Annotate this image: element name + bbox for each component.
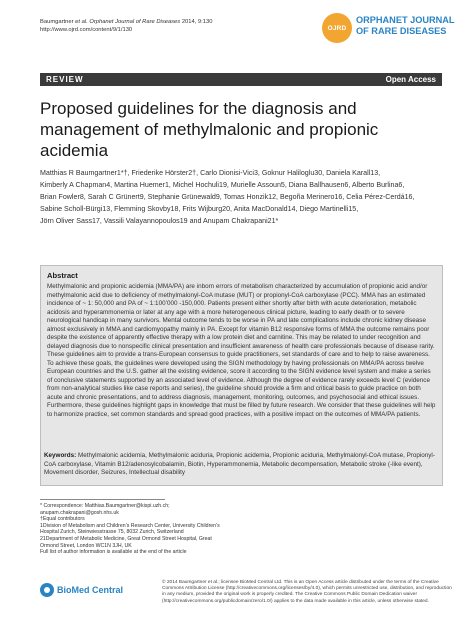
open-access-label: Open Access [385, 75, 436, 84]
article-type-label: REVIEW [46, 75, 84, 84]
citation-header [40, 19, 212, 34]
citation-authors: Baumgartner [40, 19, 74, 25]
biomed-central-icon [40, 583, 54, 597]
license-text: © 2014 Baumgartner et al.; licensee BioMed Central Ltd. This is an Open Access article distributed under the terms of the Creative Commons Attribution License (http://creativecommons.org/licenses/by/4.0), which permits unrestricted use, distribution, and reproduction in any medium, provided the original work is properly credited. The Creative Commons Public Domain Dedication waiver (http://creativecommons.org/publicdomain/zero/1.0/) applies to the data made available in this article, unless otherwise stated. [162, 580, 452, 604]
footnote-line[interactable]: * Correspondence: Matthias.Baumgartner@kispi.uzh.ch; [40, 503, 170, 509]
footnote-line: 1Division of Metabolism and Children’s Research Center, University Children’s [40, 522, 220, 529]
journal-name-line-1: ORPHANET JOURNAL [356, 15, 455, 25]
journal-name-line-2: OF RARE DISEASES [356, 25, 447, 36]
author-list [40, 167, 454, 227]
abstract-paragraph: Methylmalonic and propionic acidemia (MMA/PA) are inborn errors of metabolism characterized by accumulation of propionic acid and/or methylmalonic acid due to deficiency of methylmalonyl-CoA mutase (MUT) or propionyl-CoA carboxylase (PCC). MMA has an estimated incidence of ~ 1: 50,000 and PA of ~ 1:100’000 -150,000. Patients present either shortly after birth with acute deterioration, metabolic acidosis and hyperammonemia or later at any age with a more heterogeneous clinical picture, leading to early death or to severe neurological handicap in many survivors. Mental outcome tends to be worse in PA and late complications include chronic kidney disease almost exclusively in MMA and cardiomyopathy mainly in PA. Except for vitamin B12 responsive forms of MMA the outcome remains poor despite the existence of apparently effective therapy with a low protein diet and carnitine. This may be related to under recognition and delayed diagnosis due to nonspecific clinical presentation and insufficient awareness of health care professionals because of disease rarity. [47, 283, 435, 350]
biomed-central-wordmark: BioMed Central [57, 585, 124, 595]
ojrd-logo-icon [322, 13, 352, 43]
abstract-heading: Abstract [47, 271, 78, 280]
author-line: Kimberly A Chapman4, Martina Huemer1, Michel Hochuli19, Murielle Assoun5, Diana Ballhausen6, Alberto Burlina6, [40, 181, 405, 189]
keywords-label: Keywords: [44, 452, 77, 459]
footnotes [40, 503, 240, 556]
footnote-line: 21Department of Metabolic Medicine, Great Ormond Street Hospital, Great [40, 535, 212, 542]
journal-logo [322, 13, 455, 43]
footnote-line: Hospital Zurich, Steinwiesstrasse 75, 8032 Zurich, Switzerland [40, 529, 184, 536]
abstract-paragraph: These guidelines aim to provide a trans-European consensus to guide practitioners, set standards of care and to help to raise awareness. To achieve these goals, the guidelines were developed using the SIGN methodology by having professionals on MMA/PA across twelve European countries and the U.S. gather all the existing evidence, score it according to the SIGN evidence level system and make a series of conclusive statements supported by an associated level of evidence. Although the degree of evidence rarely exceeds level C (evidence from non-analytical studies like case reports and series), the guideline should provide a firm and critical basis to guide practice on both acute and chronic presentations, and to address diagnosis, management, monitoring, outcomes, and psychosocial and ethical issues. Furthermore, these guidelines highlight gaps in knowledge that must be filled by future research. We consider that these guidelines will help to harmonize practice, set common standards and spread good practices, with a positive impact on the outcomes of MMA/PA patients. [47, 351, 436, 418]
author-line: Jörn Oliver Sass17, Vassili Valayannopoulos19 and Anupam Chakrapani21* [40, 217, 279, 225]
ojrd-logo-mark: OJRD [327, 24, 347, 32]
article-title: Proposed guidelines for the diagnosis and management of methylmalonic and propionic acidemia [40, 99, 379, 160]
article-type-banner [40, 73, 442, 86]
citation-url[interactable]: http://www.ojrd.com/content/9/1/130 [40, 26, 133, 33]
author-line: Sabine Scholl-Bürgi13, Flemming Skovby18, Frits Wijburg20, Anita MacDonald14, Diego Martinelli15, [40, 205, 359, 213]
footnote-line: Full list of author information is available at the end of the article [40, 549, 187, 556]
author-line: Brian Fowler8, Sarah C Grünert9, Stephanie Grünewald9, Tomas Honzik12, Begoña Merinero16, Celia Pérez-Cerdá16, [40, 193, 415, 201]
author-line: Matthias R Baumgartner1*†, Friederike Hörster2†, Carlo Dionisi-Vici3, Goknur Haliloglu30, Daniela Karall13, [40, 169, 381, 177]
footnote-line[interactable]: anupam.chakrapani@gosh.nhs.uk [40, 509, 119, 516]
keywords-text: Methylmalonic acidemia, Methylmalonic aciduria, Propionic acidemia, Propionic aciduria, Methylmalonyl-CoA mutase, Propionyl-CoA carboxylase, Vitamin B12/adenosylcobalamin, Biotin, Hyperammonemia, Metabolic decompensation, Metabolic stroke (-like event), Movement disorder, Seizures, Intellectual disability [44, 452, 435, 476]
citation-year: 2014, 9:130 [181, 19, 213, 25]
biomed-central-logo [40, 582, 135, 598]
footnote-line: †Equal contributors [40, 516, 85, 523]
citation-journal: et al. Orphanet Journal of Rare Diseases [75, 19, 181, 25]
footnote-line: Ormond Street, London WC1N 3JH, UK [40, 542, 132, 549]
keywords [44, 452, 438, 478]
journal-name [356, 15, 455, 36]
footnote-divider [40, 499, 165, 500]
